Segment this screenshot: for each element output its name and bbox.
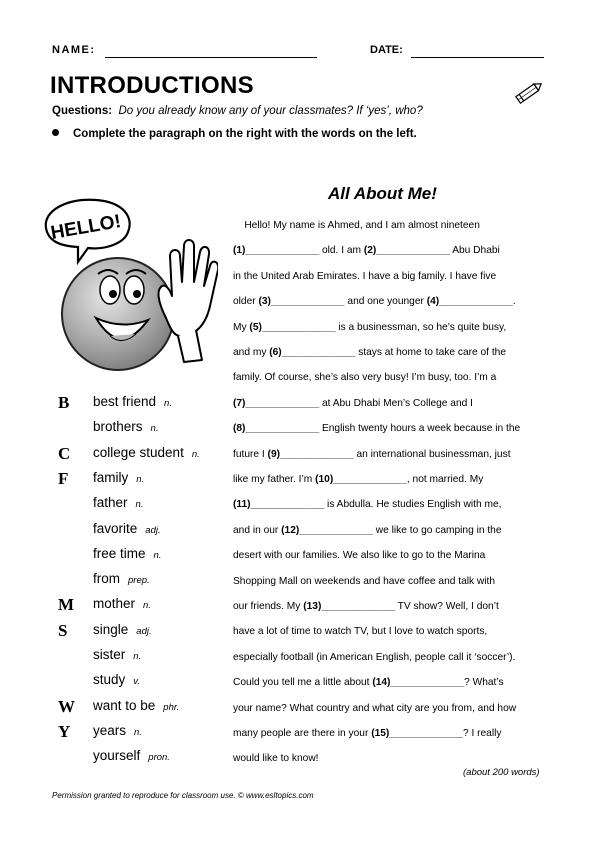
alphabet-letter: C [58,443,71,463]
paragraph-line: (11)_____________ is Abdulla. He studies English with me, [233,499,502,511]
word-list-item [93,495,143,510]
questions-label: Questions: [52,105,113,117]
part-of-speech: n. [150,423,159,435]
word: best friend [93,394,157,409]
word-list-item [93,698,179,713]
paragraph-line: have a lot of time to watch TV, but I love to watch sports, [233,626,488,638]
word: yourself [93,748,141,764]
paragraph-line: Could you tell me a little about (14)_____________? What’s [233,677,504,689]
part-of-speech: n. [136,473,145,485]
footer-permission: Permission granted to reproduce for classroom use. © www.esltopics.com [52,791,314,800]
paragraph-line: like my father. I’m (10)_____________, not married. My [233,474,484,485]
paragraph-line: Shopping Mall on weekends and have coffee and talk with [233,575,496,587]
name-label: NAME: [52,44,96,56]
paragraph-line: would like to know! [233,753,319,765]
paragraph-line: older (3)_____________ and one younger (4)_____________. [233,296,516,308]
alphabet-letter: M [58,595,75,615]
part-of-speech: prep. [128,575,150,587]
paragraph-line: your name? What country and what city are you from, and how [233,702,517,714]
word: single [93,621,129,637]
part-of-speech: n. [153,549,162,561]
word: sister [93,647,126,662]
word-list-item [93,647,141,662]
part-of-speech: pron. [148,752,170,764]
paragraph-line: many people are there in your (15)_____________? I really [233,728,502,739]
word-list-item [93,596,151,611]
part-of-speech: n. [133,651,142,662]
word-list-item [93,394,172,409]
waving-hand-icon [159,240,218,362]
waving-face-illustration [38,190,218,380]
paragraph-line: family. Of course, she’s also very busy! I’m busy, too. I’m a [233,372,497,384]
word-list-item [93,672,140,687]
questions-text: Do you already know any of your classmates? If ‘yes’, who? [118,105,423,117]
paragraph-line: (1)_____________ old. I am (2)_____________ Abu Dhabi [233,245,500,257]
part-of-speech: n. [134,726,142,738]
speech-bubble-icon [46,200,130,262]
part-of-speech: v. [133,676,140,688]
alphabet-letter: W [58,696,75,716]
word-list-item [93,723,142,738]
word-list-item [93,622,152,637]
word: from [93,571,120,587]
date-label: DATE: [370,44,403,56]
instruction [52,128,417,140]
name-field[interactable] [105,57,317,58]
paragraph-line: our friends. My (13)_____________ TV show? Well, I don’t [233,601,499,612]
part-of-speech: adj. [145,524,161,536]
part-of-speech: adj. [136,625,152,637]
word: family [93,469,129,485]
paragraph-line: Hello! My name is Ahmed, and I am almost nineteen [233,220,480,231]
word: mother [93,596,136,612]
alphabet-letter: S [58,620,68,640]
word: want to be [93,697,156,713]
paragraph-line: and my (6)_____________ stays at home to take care of the [233,347,506,358]
word-list-item [93,546,161,561]
alphabet-letter: Y [58,721,71,741]
paragraph-line: (8)_____________ English twenty hours a week because in the [233,423,521,435]
face-icon [62,258,174,370]
pencil-icon [510,78,546,108]
alphabet-letter: B [58,393,70,412]
part-of-speech: phr. [163,701,180,713]
word: favorite [93,520,138,536]
part-of-speech: n. [135,499,144,511]
paragraph-line: in the United Arab Emirates. I have a big family. I have five [233,270,497,282]
questions [52,105,423,117]
alphabet-letter: F [58,468,69,488]
word-count: (about 200 words) [463,767,540,778]
paragraph-line: future I (9)_____________ an international businessman, just [233,448,511,460]
instruction-text: Complete the paragraph on the right with the words on the left. [73,128,417,140]
word: years [93,722,127,738]
paragraph-line: and in our (12)_____________ we like to go camping in the [233,524,502,536]
paragraph-title: All About Me! [328,184,437,203]
part-of-speech: n. [191,448,200,460]
part-of-speech: n. [143,600,151,612]
word: college student [93,444,184,460]
paragraph-line: especially football (in American English, people call it ‘soccer’). [233,651,516,663]
word: brothers [93,419,143,435]
date-field[interactable] [411,57,544,58]
paragraph-line: desert with our families. We also like to go to the Marina [233,550,486,562]
word: father [93,495,128,511]
word-list-item [93,419,158,434]
paragraph-line: My (5)_____________ is a businessman, so he’s quite busy, [233,321,507,333]
word-list-item [93,445,200,460]
word-list-item [93,521,161,536]
speech-bubble-text: HELLO! [49,211,123,244]
paragraph-line: (7)_____________ at Abu Dhabi Men’s College and I [233,397,473,409]
page-title: INTRODUCTIONS [50,72,254,99]
word-list-item [93,571,150,586]
word-list-item [93,470,144,485]
word-list-item [93,748,170,763]
word: study [93,672,126,688]
part-of-speech: n. [164,398,172,409]
word: free time [93,545,146,561]
bullet-icon [52,129,59,136]
